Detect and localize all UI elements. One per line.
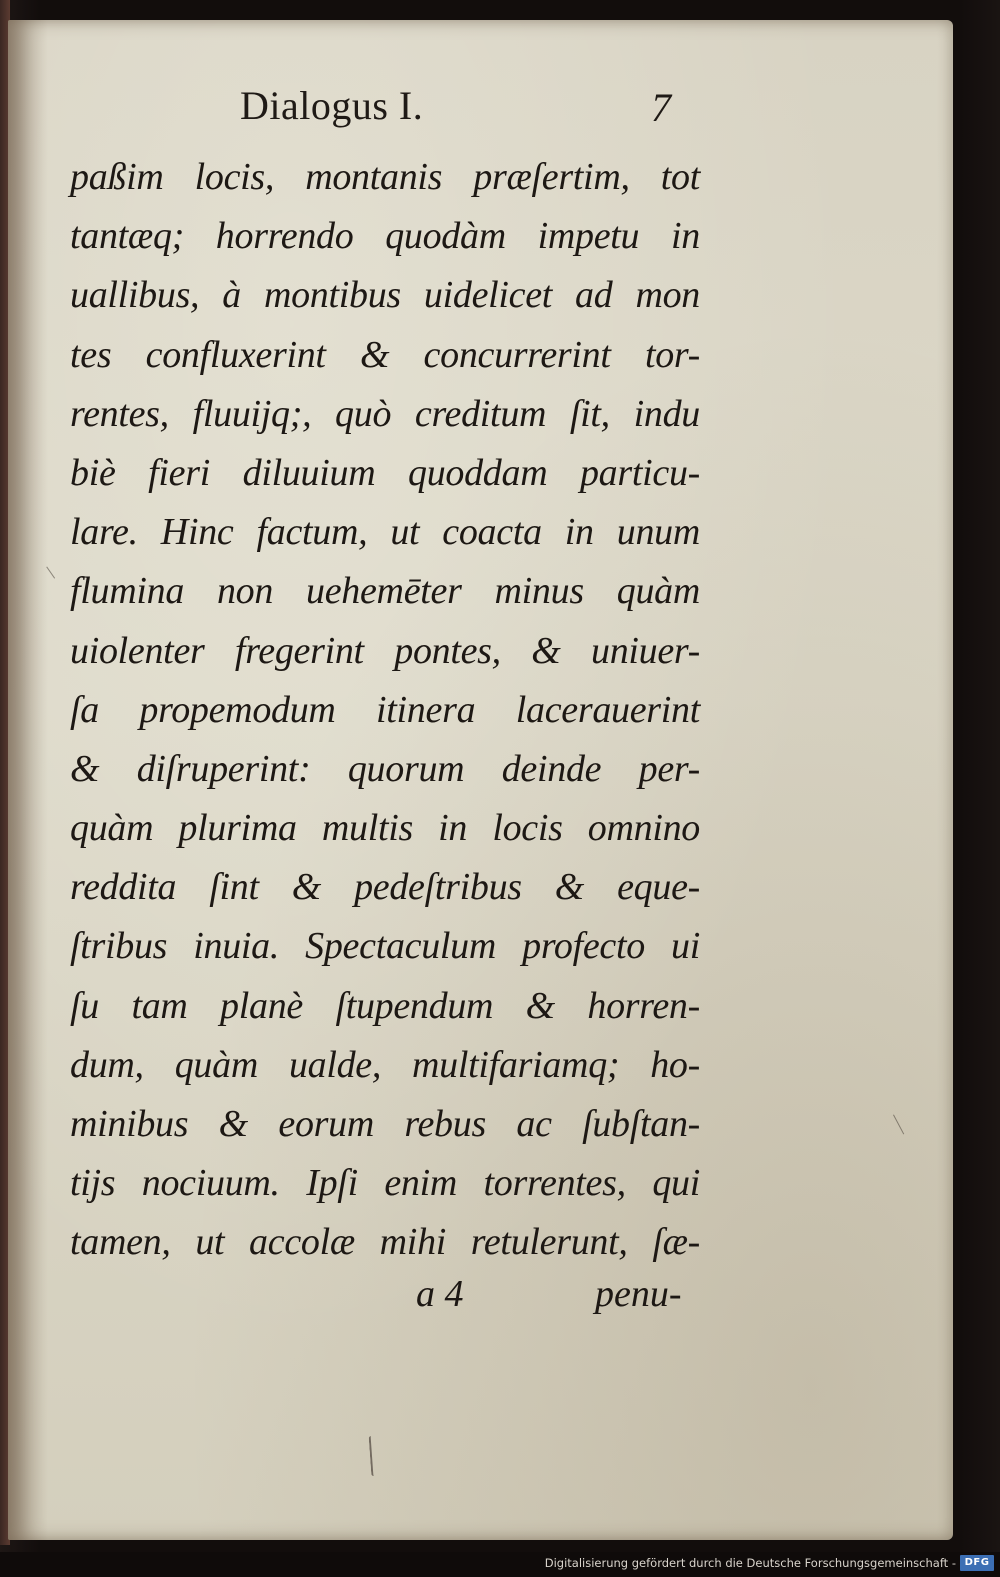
text-line: flumina non uehemēter minus quàm: [70, 570, 700, 613]
text-line: uallibus, à montibus uidelicet ad mon: [70, 274, 700, 317]
running-head-title: Dialogus I.: [240, 83, 424, 128]
text-line: biè fieri diluuium quoddam particu-: [70, 451, 700, 494]
text-line: & diſruperint: quorum deinde per-: [70, 747, 700, 790]
catchword: penu-: [595, 1273, 682, 1315]
text-line: lare. Hinc factum, ut coacta in unum: [70, 511, 700, 554]
text-line: tantæq; horrendo quodàm impetu in: [70, 215, 700, 258]
text-line: reddita ſint & pedeſtribus & eque-: [70, 866, 700, 909]
text-line: quàm plurima multis in locis omnino: [70, 807, 700, 850]
digitization-footer: [0, 1552, 1000, 1577]
dfg-logo: DFG: [960, 1555, 994, 1571]
text-line: ſtribus inuia. Spectaculum profecto ui: [70, 925, 700, 968]
page-gutter-shadow: [8, 20, 48, 1540]
book-page: [8, 20, 953, 1540]
text-line: uiolenter fregerint pontes, & uniuer-: [70, 629, 700, 672]
text-line: minibus & eorum rebus ac ſubſtan-: [70, 1103, 700, 1145]
body-text: [70, 148, 700, 1273]
page-number: 7: [651, 85, 671, 130]
text-line: rentes, fluuijq;, quò creditum ſit, indu: [70, 392, 700, 435]
text-line: tes confluxerint & concurrerint tor-: [70, 333, 700, 376]
running-head: [8, 82, 953, 142]
text-line: dum, quàm ualde, multifariamq; ho-: [70, 1043, 700, 1086]
catchline: [408, 1272, 708, 1332]
text-line: paßim locis, montanis præſertim, tot: [70, 156, 700, 198]
signature-mark: a 4: [416, 1273, 464, 1315]
text-line: ſu tam planè ſtupendum & horren-: [70, 984, 700, 1027]
text-line: ſa propemodum itinera lacerauerint: [70, 688, 700, 731]
text-line: tijs nociuum. Ipſi enim torrentes, qui: [70, 1162, 700, 1205]
text-line: tamen, ut accolæ mihi retulerunt, ſæ-: [70, 1221, 700, 1264]
footer-credit: Digitalisierung gefördert durch die Deutsche Forschungsgemeinschaft -: [544, 1556, 956, 1570]
